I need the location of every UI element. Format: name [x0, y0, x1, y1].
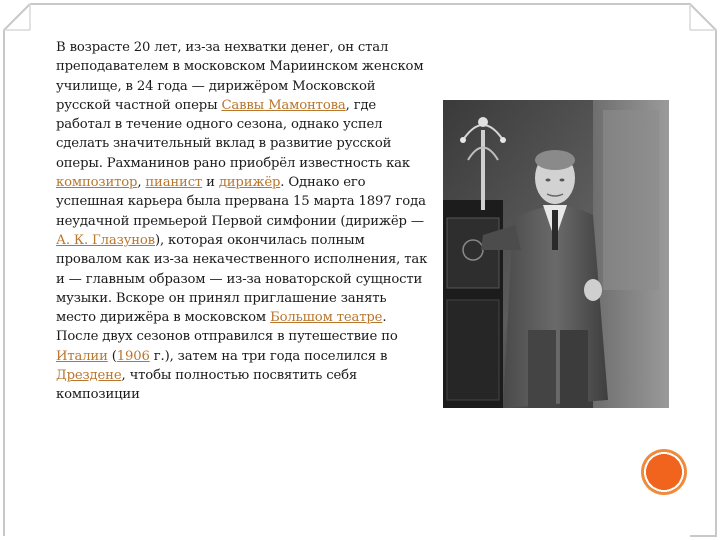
link-bolshoi-theatre[interactable]: Большом театре	[270, 310, 383, 326]
portrait-photo	[443, 100, 669, 408]
link-composer[interactable]: композитор	[56, 175, 138, 191]
link-glazunov[interactable]: А. К. Глазунов	[56, 232, 155, 248]
link-dresden[interactable]: Дрездене	[56, 368, 122, 384]
portrait-illustration	[443, 100, 669, 408]
text-segment: и	[202, 175, 219, 191]
text-segment: , чтобы полностью посвятить себя композиции	[56, 368, 358, 403]
link-pianist[interactable]: пианист	[145, 175, 203, 191]
text-segment: ,	[137, 175, 146, 191]
text-segment: (	[107, 348, 117, 364]
biography-text	[56, 38, 428, 405]
orange-circle-ornament	[641, 449, 687, 495]
text-segment: ), которая окончилась полным провалом как из-за некачественного исполнения, так и — главным образом — из-за новаторской сущности музыки. Вскоре он принял приглашение занять место дирижёра в московском	[56, 232, 428, 326]
text-segment: , где работал в течение одного сезона, однако успел сделать значительный вклад в развитие русской оперы. Рахманинов рано приобрёл известность как	[56, 97, 410, 171]
text-segment: . Однако его успешная карьера была прервана 15 марта 1897 года неудачной премьерой Первой симфонии (дирижёр —	[56, 175, 426, 229]
link-conductor[interactable]: дирижёр	[218, 175, 281, 191]
text-segment: . После двух сезонов отправился в путешествие по	[56, 310, 398, 345]
text-segment: В возрасте 20 лет, из-за нехватки денег, он стал преподавателем в московском Мариинском женском училище, в 24 года — дирижёром Московской русской частной оперы	[56, 40, 424, 113]
text-segment: г.), затем на три года поселился в	[149, 348, 388, 364]
link-italy[interactable]: Италии	[56, 348, 108, 364]
link-1906[interactable]: 1906	[116, 348, 150, 364]
link-savva-mamontov[interactable]: Саввы Мамонтова	[221, 97, 346, 113]
